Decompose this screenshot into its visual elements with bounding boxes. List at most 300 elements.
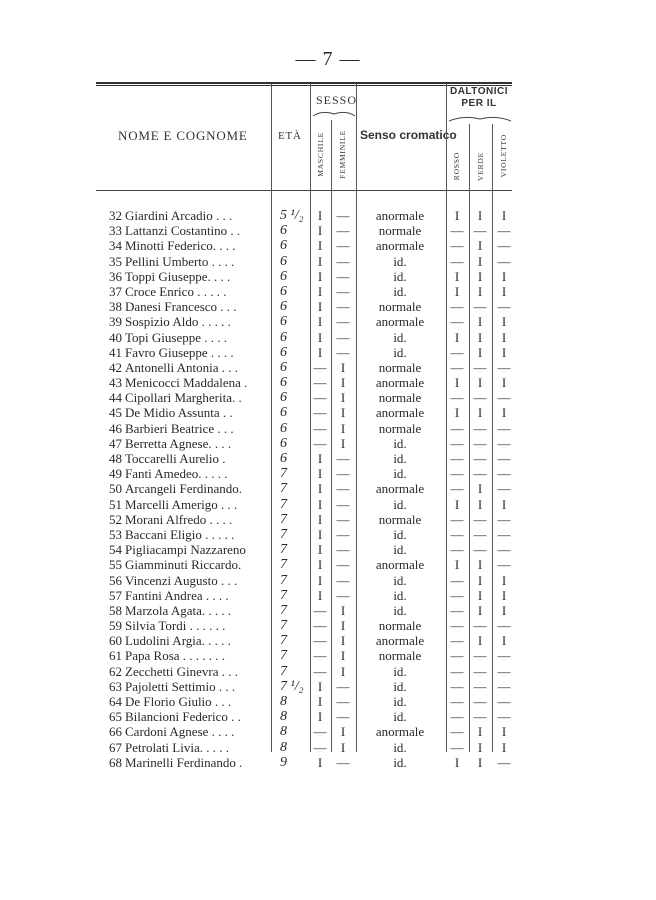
row-femminile: — [336,253,350,269]
row-name: Bilancioni Federico . . [125,709,241,725]
table-row [0,755,656,770]
row-senso: id. [393,329,407,345]
row-senso: normale [378,390,422,406]
row-verde: I [477,375,483,391]
page-number: — 7 — [295,48,361,70]
row-femminile: I [340,648,346,664]
row-senso: id. [393,572,407,588]
row-femminile: I [340,618,346,634]
row-verde: — [473,435,487,451]
row-maschile: I [317,238,323,254]
row-violetto: — [497,678,511,694]
row-rosso: — [450,390,464,406]
row-violetto: I [501,208,507,223]
row-number: 40 [109,329,122,345]
row-eta: 7 [280,496,287,512]
row-maschile: I [317,542,323,558]
row-name: Petrolati Livia. . . . . [125,739,229,755]
row-femminile: — [336,344,350,360]
row-verde: I [477,283,483,299]
row-name: Pajoletti Settimio . . . [125,678,236,694]
row-maschile: I [317,223,323,239]
row-rosso: — [450,223,464,239]
row-violetto: — [497,420,511,436]
row-maschile: — [313,724,327,740]
row-number: 64 [109,694,122,709]
row-eta: 8 [280,694,287,709]
row-violetto: I [501,268,507,284]
row-femminile: — [336,526,350,542]
row-violetto: — [497,511,511,527]
row-maschile: — [313,633,327,649]
table-row [0,345,656,360]
row-senso: id. [393,542,407,558]
row-eta: 6 [280,223,287,239]
row-senso: id. [393,344,407,360]
row-maschile: — [313,663,327,679]
header-rosso: ROSSO [452,152,461,181]
table-row [0,390,656,405]
row-maschile: I [317,754,323,770]
row-violetto: I [501,344,507,360]
row-name: De Florio Giulio . . . [125,694,232,709]
row-violetto: I [501,602,507,618]
table-row [0,238,656,253]
row-rosso: — [450,587,464,603]
row-rosso: — [450,253,464,269]
row-verde: I [477,253,483,269]
row-number: 58 [109,602,122,618]
row-rosso: I [454,496,460,512]
row-name: Marcelli Amerigo . . . [125,496,238,512]
row-maschile: — [313,375,327,391]
row-verde: — [473,420,487,436]
row-violetto: — [497,359,511,375]
row-femminile: — [336,694,350,709]
table-row [0,694,656,709]
row-violetto: — [497,481,511,497]
header-sesso: SESSO [316,93,358,107]
row-femminile: — [336,678,350,694]
table-row [0,527,656,542]
row-eta: 9 [280,754,287,770]
row-name: Menicocci Maddalena . [125,375,248,391]
row-senso: normale [378,648,422,664]
row-number: 68 [109,754,122,770]
row-number: 56 [109,572,122,588]
row-number: 55 [109,557,122,573]
row-femminile: — [336,754,350,770]
row-rosso: I [454,557,460,573]
row-maschile: — [313,435,327,451]
row-verde: I [477,481,483,497]
row-number: 43 [109,375,122,391]
row-femminile: — [336,208,350,223]
row-femminile: I [340,420,346,436]
row-eta: 8 [280,724,287,740]
row-eta: 7 [280,618,287,634]
row-violetto: I [501,314,507,330]
row-senso: id. [393,694,407,709]
row-violetto: — [497,435,511,451]
row-eta: 7 [280,542,287,558]
row-verde: — [473,542,487,558]
row-number: 49 [109,466,122,482]
row-femminile: — [336,223,350,239]
table-row [0,648,656,663]
table-row [0,664,656,679]
row-eta: 8 [280,709,287,725]
row-eta: 6 [280,344,287,360]
row-maschile: I [317,572,323,588]
row-senso: id. [393,678,407,694]
table-row [0,269,656,284]
row-femminile: — [336,238,350,254]
row-verde: I [477,329,483,345]
row-maschile: I [317,496,323,512]
row-verde: I [477,633,483,649]
row-femminile: I [340,602,346,618]
row-violetto: — [497,709,511,725]
row-senso: normale [378,511,422,527]
row-rosso: — [450,694,464,709]
row-verde: — [473,618,487,634]
row-verde: I [477,572,483,588]
table-row [0,618,656,633]
row-rosso: I [454,268,460,284]
row-eta: 7 [280,557,287,573]
table-row [0,724,656,739]
row-femminile: — [336,329,350,345]
row-eta: 7 [280,633,287,649]
row-senso: anormale [375,557,425,573]
row-senso: anormale [375,208,425,223]
row-name: Sospizio Aldo . . . . . [125,314,231,330]
row-femminile: — [336,314,350,330]
row-name: Barbieri Beatrice . . . [125,420,234,436]
row-number: 42 [109,359,122,375]
row-number: 39 [109,314,122,330]
row-violetto: — [497,557,511,573]
row-number: 47 [109,435,122,451]
row-maschile: I [317,709,323,725]
row-name: Arcangeli Ferdinando. [125,481,242,497]
header-rule [96,190,512,191]
row-rosso: — [450,359,464,375]
row-number: 53 [109,526,122,542]
table-row [0,299,656,314]
header-daltonici-line2: PER IL [461,98,497,109]
row-femminile: — [336,283,350,299]
row-femminile: — [336,299,350,315]
row-name: Minotti Federico. . . . [125,238,236,254]
table-row [0,679,656,694]
row-eta: 8 [280,739,287,755]
row-verde: I [477,238,483,254]
table-row [0,451,656,466]
row-eta: 6 [280,299,287,315]
row-verde: — [473,299,487,315]
row-number: 57 [109,587,122,603]
row-femminile: I [340,724,346,740]
row-eta: 6 [280,253,287,269]
row-verde: — [473,663,487,679]
row-rosso: — [450,633,464,649]
row-senso: id. [393,435,407,451]
row-eta: 6 [280,359,287,375]
row-verde: I [477,739,483,755]
table-row [0,481,656,496]
row-number: 63 [109,678,122,694]
row-number: 34 [109,238,122,254]
row-femminile: I [340,435,346,451]
row-femminile: — [336,496,350,512]
row-senso: normale [378,618,422,634]
row-name: Papa Rosa . . . . . . . [125,648,226,664]
row-rosso: I [454,405,460,421]
row-number: 59 [109,618,122,634]
row-femminile: — [336,511,350,527]
row-eta: 7 [280,663,287,679]
row-eta: 7 [280,511,287,527]
row-name: Baccani Eligio . . . . . [125,526,235,542]
table-row [0,330,656,345]
row-maschile: I [317,268,323,284]
row-rosso: — [450,314,464,330]
table-row [0,603,656,618]
row-maschile: I [317,329,323,345]
row-maschile: — [313,739,327,755]
row-femminile: I [340,633,346,649]
row-senso: id. [393,754,407,770]
row-maschile: I [317,526,323,542]
row-femminile: I [340,739,346,755]
row-violetto: I [501,633,507,649]
row-maschile: I [317,587,323,603]
row-name: Cardoni Agnese . . . . [125,724,235,740]
row-rosso: — [450,724,464,740]
row-maschile: I [317,208,323,223]
row-violetto: — [497,618,511,634]
row-number: 52 [109,511,122,527]
row-verde: — [473,466,487,482]
row-maschile: I [317,299,323,315]
header-nome: NOME E COGNOME [118,128,248,143]
row-violetto: — [497,526,511,542]
row-rosso: — [450,618,464,634]
row-senso: id. [393,709,407,725]
row-eta: 7 ¹/₂ [280,678,304,694]
row-name: Vincenzi Augusto . . . [125,572,238,588]
row-verde: — [473,359,487,375]
row-name: Giardini Arcadio . . . [125,208,233,223]
table-row [0,314,656,329]
row-rosso: — [450,602,464,618]
row-eta: 6 [280,268,287,284]
row-rosso: — [450,663,464,679]
row-violetto: — [497,754,511,770]
row-violetto: I [501,587,507,603]
row-violetto: I [501,329,507,345]
row-rosso: — [450,678,464,694]
row-senso: id. [393,283,407,299]
row-violetto: — [497,390,511,406]
row-number: 44 [109,390,122,406]
row-eta: 6 [280,238,287,254]
row-verde: — [473,526,487,542]
row-maschile: — [313,420,327,436]
row-senso: anormale [375,405,425,421]
row-rosso: — [450,511,464,527]
row-senso: anormale [375,633,425,649]
row-eta: 6 [280,420,287,436]
table-row [0,740,656,755]
row-senso: normale [378,223,422,239]
row-number: 35 [109,253,122,269]
row-number: 67 [109,739,122,755]
row-name: Silvia Tordi . . . . . . [125,618,226,634]
row-rosso: — [450,466,464,482]
row-femminile: — [336,542,350,558]
row-number: 41 [109,344,122,360]
row-senso: anormale [375,238,425,254]
row-senso: anormale [375,314,425,330]
row-eta: 7 [280,572,287,588]
table-row [0,436,656,451]
sesso-brace [312,108,356,118]
row-maschile: — [313,648,327,664]
row-verde: — [473,648,487,664]
row-eta: 7 [280,481,287,497]
row-senso: id. [393,253,407,269]
row-number: 37 [109,283,122,299]
row-femminile: I [340,359,346,375]
row-maschile: — [313,618,327,634]
row-name: Pigliacampi Nazzareno [125,542,246,558]
row-name: Toccarelli Aurelio . [125,451,226,466]
row-number: 45 [109,405,122,421]
row-femminile: — [336,572,350,588]
table-row [0,254,656,269]
row-senso: id. [393,451,407,466]
row-senso: id. [393,739,407,755]
row-violetto: — [497,451,511,466]
row-violetto: I [501,405,507,421]
row-verde: I [477,405,483,421]
row-rosso: I [454,283,460,299]
row-violetto: — [497,299,511,315]
row-maschile: I [317,694,323,709]
table-row [0,497,656,512]
row-name: Favro Giuseppe . . . . [125,344,234,360]
header-daltonici [446,86,512,110]
row-senso: normale [378,299,422,315]
row-violetto: — [497,253,511,269]
row-name: Marzola Agata. . . . . [125,602,232,618]
header-violetto: VIOLETTO [499,134,508,178]
row-rosso: — [450,572,464,588]
header-daltonici-line1: DALTONICI [449,86,508,97]
row-verde: — [473,678,487,694]
table-row [0,360,656,375]
row-femminile: — [336,451,350,466]
row-femminile: I [340,663,346,679]
row-number: 36 [109,268,122,284]
row-femminile: I [340,390,346,406]
row-maschile: — [313,405,327,421]
row-rosso: — [450,481,464,497]
row-verde: I [477,314,483,330]
row-number: 50 [109,481,122,497]
row-violetto: I [501,283,507,299]
row-eta: 6 [280,390,287,406]
row-verde: I [477,268,483,284]
row-senso: normale [378,359,422,375]
row-verde: — [473,709,487,725]
table-row [0,375,656,390]
row-rosso: I [454,208,460,223]
row-eta: 6 [280,405,287,421]
row-name: Fanti Amedeo. . . . . [125,466,228,482]
row-violetto: — [497,694,511,709]
header-maschile: MASCHILE [316,132,325,177]
row-violetto: I [501,496,507,512]
header-senso: Senso cromatico [360,128,457,142]
table-row [0,512,656,527]
row-senso: id. [393,663,407,679]
row-maschile: I [317,344,323,360]
row-name: De Midio Assunta . . [125,405,233,421]
row-number: 32 [109,208,122,223]
row-verde: — [473,451,487,466]
row-senso: anormale [375,724,425,740]
row-verde: — [473,223,487,239]
row-maschile: I [317,678,323,694]
row-verde: I [477,724,483,740]
row-name: Topi Giuseppe . . . . [125,329,227,345]
row-verde: — [473,694,487,709]
row-name: Giamminuti Riccardo. [125,557,242,573]
row-number: 61 [109,648,122,664]
row-verde: I [477,496,483,512]
row-name: Pellini Umberto . . . . [125,253,235,269]
row-maschile: — [313,602,327,618]
row-maschile: I [317,557,323,573]
row-eta: 7 [280,587,287,603]
row-number: 54 [109,542,122,558]
row-senso: id. [393,496,407,512]
row-eta: 6 [280,435,287,451]
row-femminile: — [336,709,350,725]
row-number: 66 [109,724,122,740]
row-name: Lattanzi Costantino . . [125,223,241,239]
row-name: Ludolini Argia. . . . . [125,633,231,649]
row-maschile: I [317,466,323,482]
row-maschile: — [313,390,327,406]
table-row [0,405,656,420]
table-row [0,709,656,724]
row-violetto: I [501,375,507,391]
row-rosso: — [450,739,464,755]
table-row [0,284,656,299]
row-maschile: I [317,481,323,497]
row-verde: I [477,602,483,618]
row-eta: 7 [280,526,287,542]
row-rosso: — [450,542,464,558]
row-name: Zecchetti Ginevra . . . [125,663,238,679]
row-senso: normale [378,420,422,436]
row-femminile: — [336,557,350,573]
